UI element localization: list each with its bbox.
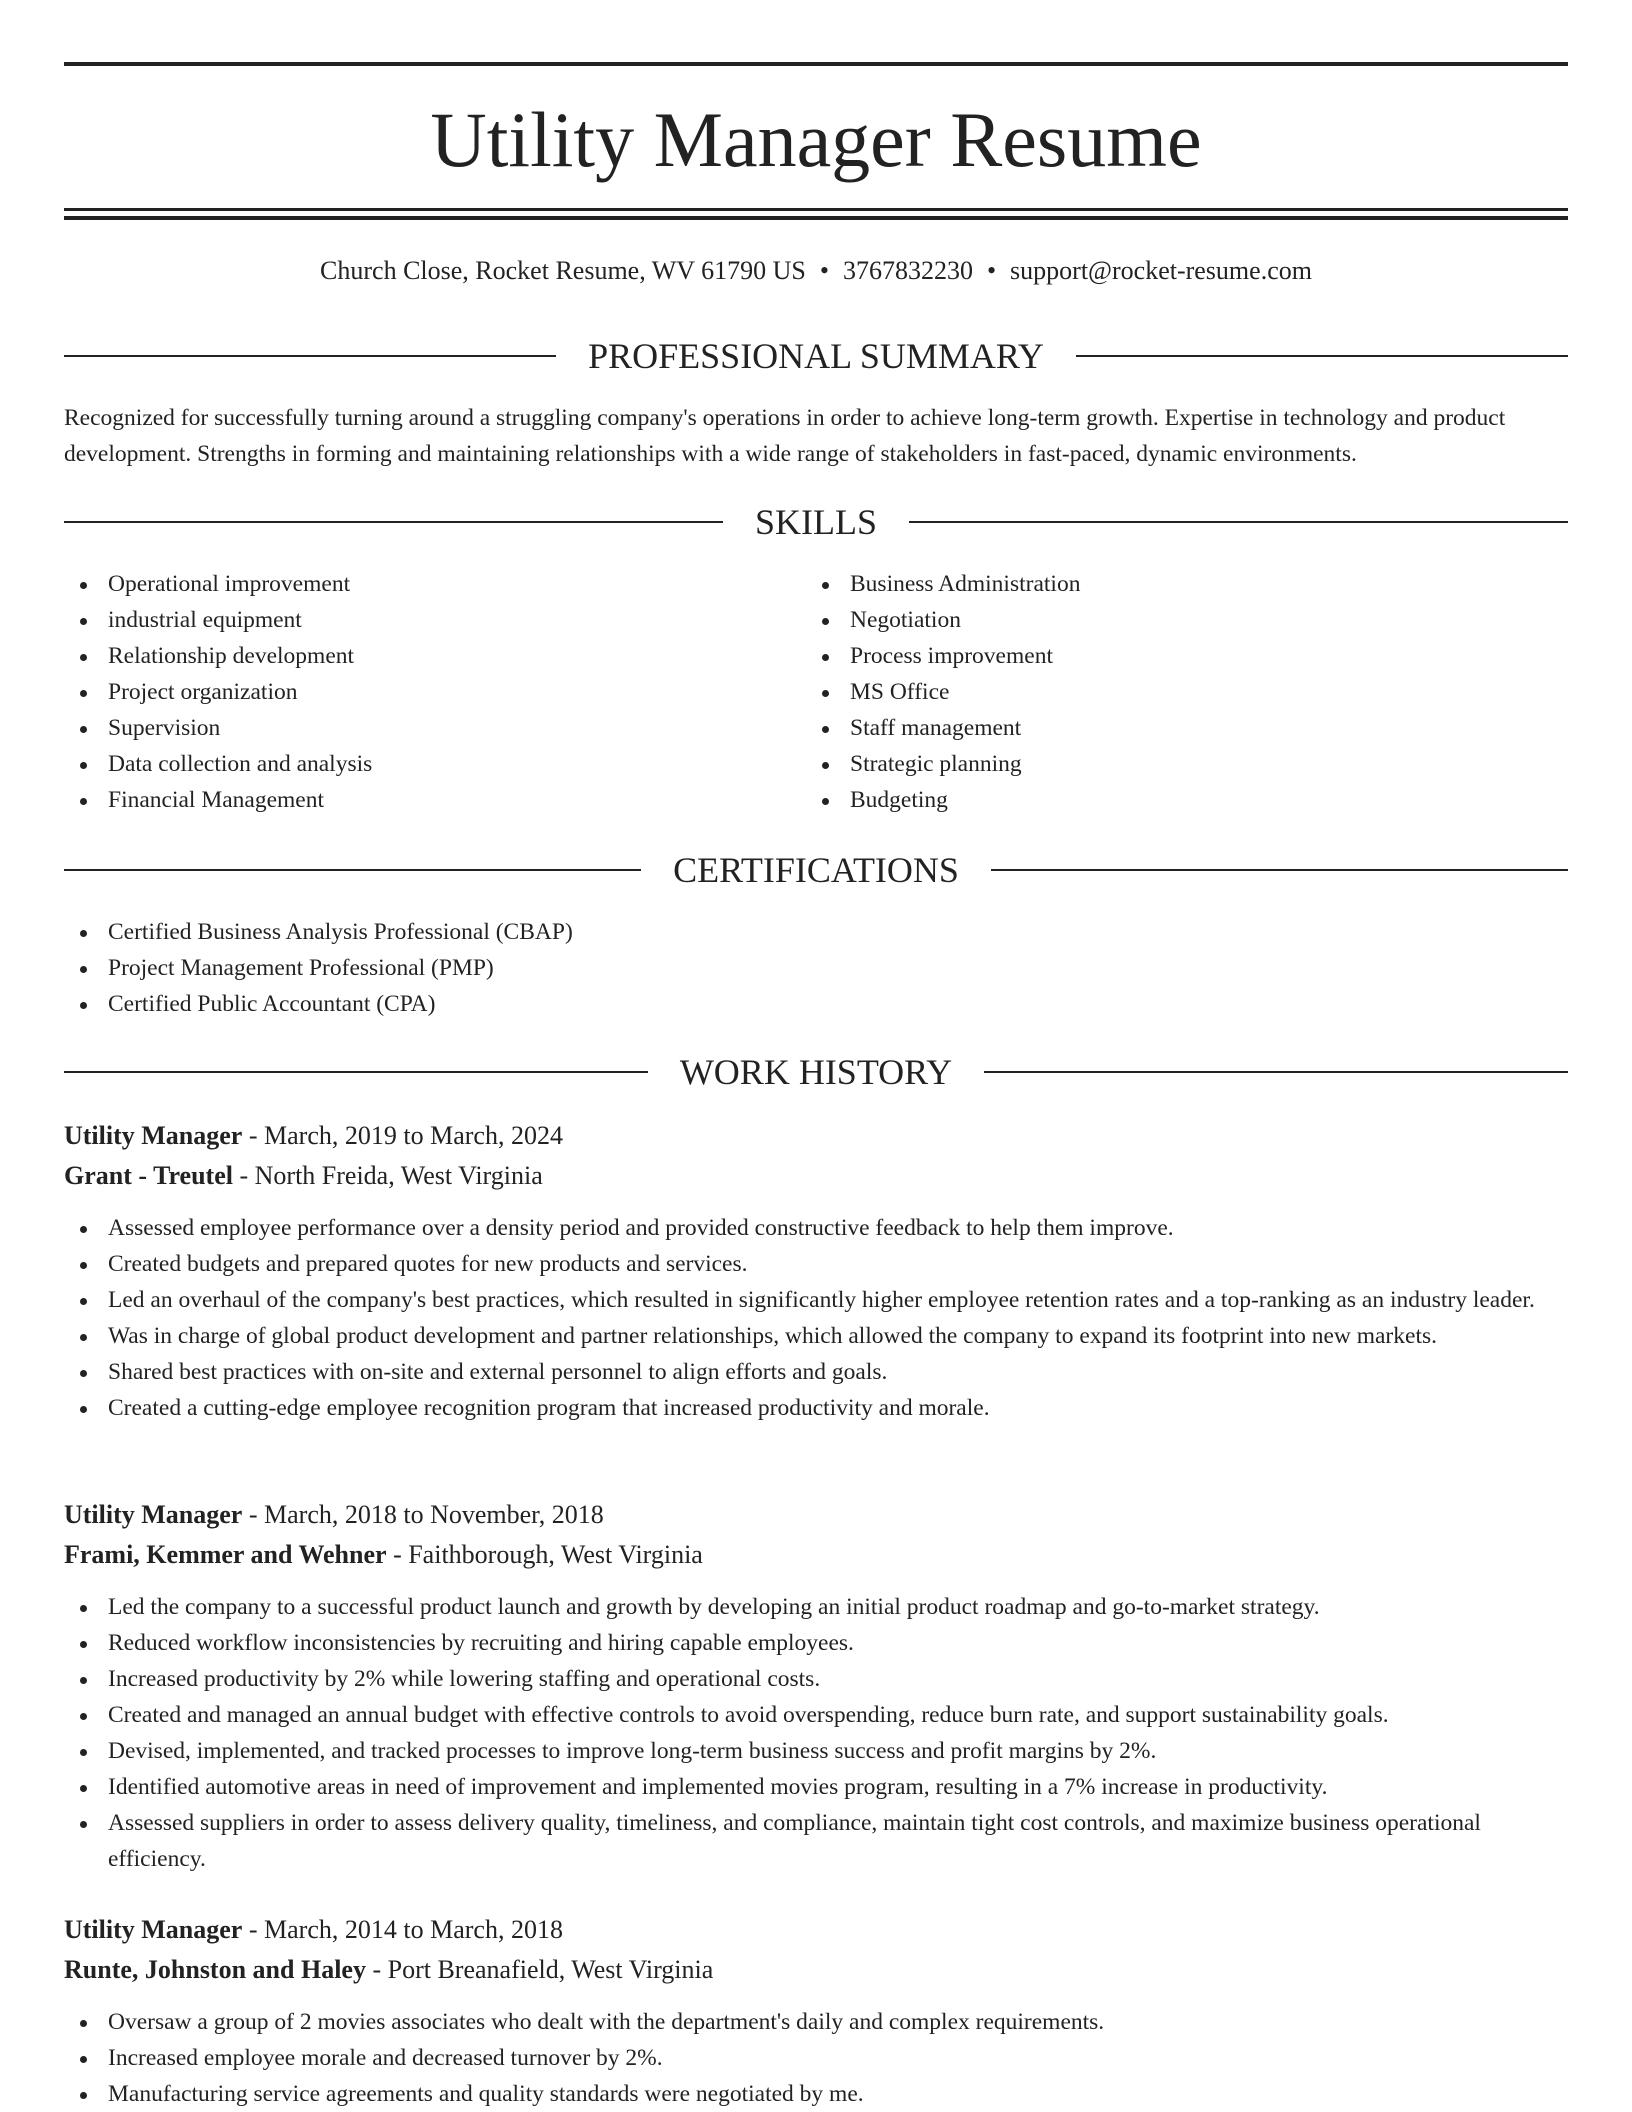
- job-dates: - March, 2014 to March, 2018: [242, 1915, 563, 1944]
- job-duties-list: [64, 1589, 1568, 1877]
- contact-address: Church Close, Rocket Resume, WV 61790 US: [320, 256, 806, 285]
- duty-item: Was in charge of global product development and partner relationships, which allowed the company to expand its footprint into new markets.: [64, 1318, 1568, 1354]
- skill-item: Staff management: [806, 710, 1506, 746]
- duty-item: Shared best practices with on-site and external personnel to align efforts and goals.: [64, 1354, 1568, 1390]
- job-company: Grant - Treutel: [64, 1161, 233, 1190]
- title-double-rule: [64, 208, 1568, 220]
- top-rule: [64, 62, 1568, 66]
- job-location: - Port Breanafield, West Virginia: [365, 1955, 714, 1984]
- contact-separator: •: [986, 256, 997, 285]
- skills-heading: [64, 500, 1568, 544]
- job-dates: - March, 2019 to March, 2024: [242, 1121, 563, 1150]
- skill-item: Supervision: [64, 710, 764, 746]
- heading-rule: [64, 521, 723, 523]
- certifications-heading: [64, 848, 1568, 892]
- heading-rule: [991, 869, 1568, 871]
- job-title: Utility Manager: [64, 1121, 243, 1150]
- skill-item: Operational improvement: [64, 566, 764, 602]
- skill-item: Negotiation: [806, 602, 1506, 638]
- job-location: - North Freida, West Virginia: [232, 1161, 543, 1190]
- certification-item: Certified Business Analysis Professional (CBAP): [64, 914, 1568, 950]
- contact-email: support@rocket-resume.com: [1010, 256, 1312, 285]
- heading-rule: [64, 869, 641, 871]
- job-company-line: [64, 1537, 1568, 1573]
- certification-item: Certified Public Accountant (CPA): [64, 986, 1568, 1022]
- skill-item: Data collection and analysis: [64, 746, 764, 782]
- duty-item: Identified automotive areas in need of improvement and implemented movies program, resulting in a 7% increase in productivity.: [64, 1769, 1568, 1805]
- work-history-heading-label: WORK HISTORY: [679, 1052, 953, 1092]
- contact-line: [64, 254, 1568, 288]
- heading-rule: [909, 521, 1568, 523]
- skill-item: MS Office: [806, 674, 1506, 710]
- summary-heading-label: PROFESSIONAL SUMMARY: [588, 336, 1044, 376]
- contact-phone: 3767832230: [842, 256, 973, 285]
- duty-item: Increased employee morale and decreased turnover by 2%.: [64, 2040, 1568, 2076]
- duty-item: Assessed suppliers in order to assess delivery quality, timeliness, and compliance, maintain tight cost controls, and maximize business operational efficiency.: [64, 1805, 1568, 1877]
- certifications-list: [64, 914, 1568, 1022]
- certification-item: Project Management Professional (PMP): [64, 950, 1568, 986]
- skills-list-left: [64, 566, 764, 818]
- resume-title: Utility Manager Resume: [430, 96, 1202, 183]
- duty-item: Reduced workflow inconsistencies by recruiting and hiring capable employees.: [64, 1625, 1568, 1661]
- certifications-heading-label: CERTIFICATIONS: [673, 850, 959, 890]
- job-title: Utility Manager: [64, 1500, 243, 1529]
- skill-item: industrial equipment: [64, 602, 764, 638]
- skill-item: Strategic planning: [806, 746, 1506, 782]
- duty-item: Assessed employee performance over a density period and provided constructive feedback to help them improve.: [64, 1210, 1568, 1246]
- skills-list-right: [806, 566, 1506, 818]
- job-dates: - March, 2018 to November, 2018: [242, 1500, 604, 1529]
- skill-item: Business Administration: [806, 566, 1506, 602]
- duty-item: Increased productivity by 2% while lowering staffing and operational costs.: [64, 1661, 1568, 1697]
- heading-rule: [984, 1071, 1568, 1073]
- job-company-line: [64, 1952, 1568, 1988]
- duty-item: Created budgets and prepared quotes for new products and services.: [64, 1246, 1568, 1282]
- job-duties-list: [64, 2004, 1568, 2112]
- skills-heading-label: SKILLS: [755, 502, 878, 542]
- skill-item: Process improvement: [806, 638, 1506, 674]
- heading-rule: [64, 355, 556, 357]
- duty-item: Led an overhaul of the company's best practices, which resulted in significantly higher employee retention rates and a top-ranking as an industry leader.: [64, 1282, 1568, 1318]
- job-company: Runte, Johnston and Haley: [64, 1955, 366, 1984]
- job-title-line: [64, 1912, 1568, 1948]
- job-title-line: [64, 1497, 1568, 1533]
- heading-rule: [1076, 355, 1568, 357]
- skill-item: Financial Management: [64, 782, 764, 818]
- work-history-heading: [64, 1050, 1568, 1094]
- skill-item: Project organization: [64, 674, 764, 710]
- job-duties-list: [64, 1210, 1568, 1426]
- summary-text: Recognized for successfully turning around a struggling company's operations in order to achieve long-term growth. Expertise in technology and product development. Strengths in forming and maintaining relationships with a wide range of stakeholders in fast-paced, dynamic environments.: [64, 405, 1506, 467]
- job-title: Utility Manager: [64, 1915, 243, 1944]
- duty-item: Led the company to a successful product launch and growth by developing an initial product roadmap and go-to-market strategy.: [64, 1589, 1568, 1625]
- contact-separator: •: [819, 256, 829, 285]
- job-company-line: [64, 1158, 1568, 1194]
- duty-item: Created a cutting-edge employee recognition program that increased productivity and morale.: [64, 1390, 1568, 1426]
- skill-item: Relationship development: [64, 638, 764, 674]
- duty-item: Oversaw a group of 2 movies associates who dealt with the department's daily and complex requirements.: [64, 2004, 1568, 2040]
- job-company: Frami, Kemmer and Wehner: [64, 1540, 387, 1569]
- skill-item: Budgeting: [806, 782, 1506, 818]
- heading-rule: [64, 1071, 648, 1073]
- job-title-line: [64, 1118, 1568, 1154]
- duty-item: Manufacturing service agreements and quality standards were negotiated by me.: [64, 2076, 1568, 2112]
- duty-item: Created and managed an annual budget with effective controls to avoid overspending, reduce burn rate, and support sustainability goals.: [64, 1697, 1568, 1733]
- duty-item: Devised, implemented, and tracked processes to improve long-term business success and profit margins by 2%.: [64, 1733, 1568, 1769]
- job-location: - Faithborough, West Virginia: [386, 1540, 703, 1569]
- summary-heading: [64, 334, 1568, 378]
